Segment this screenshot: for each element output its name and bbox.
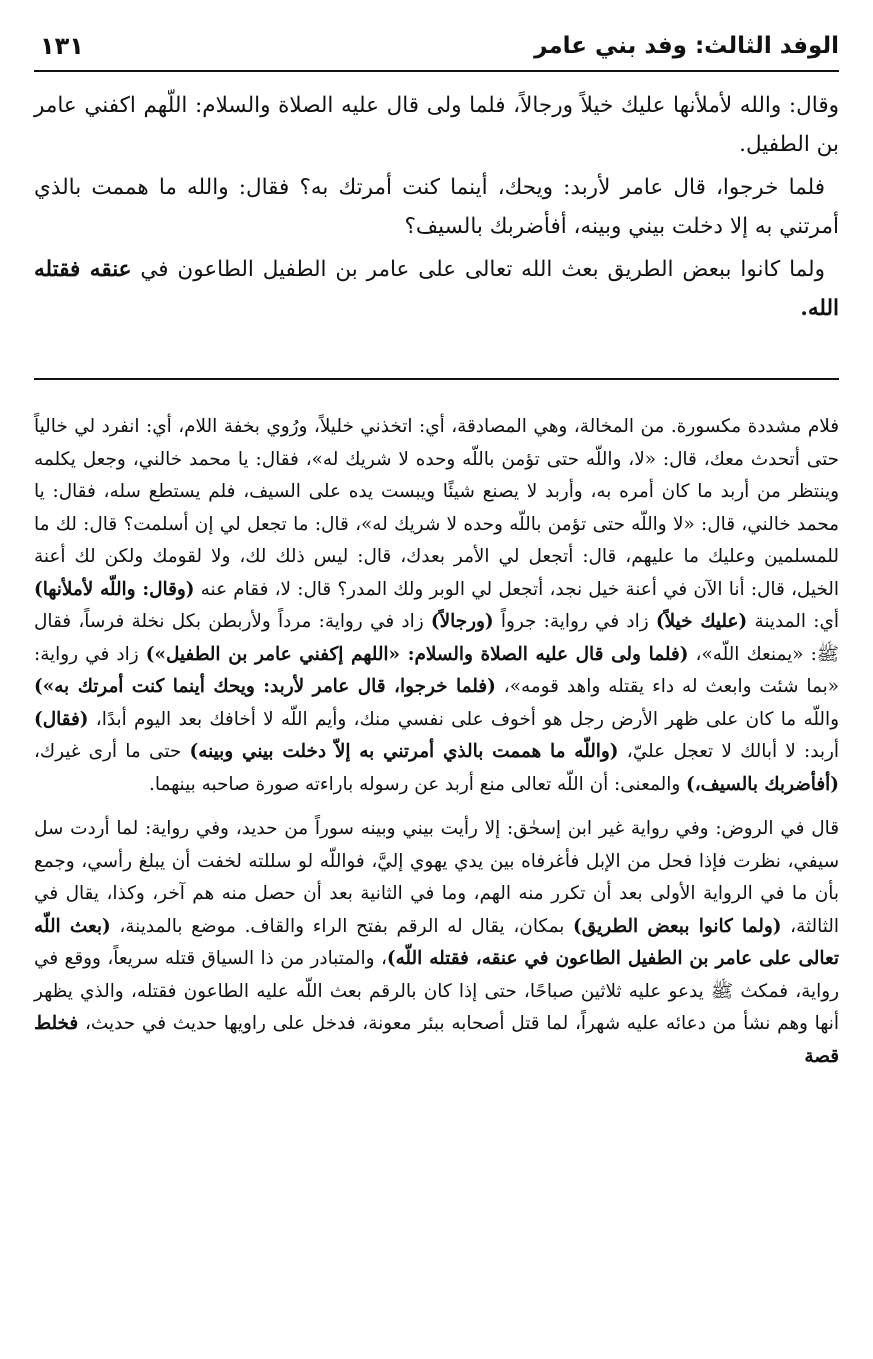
commentary [34, 411, 839, 1073]
main-paragraph-2: فلما خرجوا، قال عامر لأربد: ويحك، أينما كنت أمرتك به؟ فقال: والله ما هممت بالذي أمرتني به إلا دخلت بيني وبينه، أفأضربك بالسيف؟ [34, 175, 839, 239]
commentary-text: أي: المدينة [747, 611, 839, 632]
quoted-phrase: (ولما كانوا ببعض الطريق) [573, 915, 782, 937]
quoted-phrase: (أفأضربك بالسيف،) [686, 773, 839, 795]
commentary-text: أربد: لا أبالك لا تعجل عليّ، [618, 741, 840, 762]
commentary-text: زاد في رواية: جرواً [493, 611, 656, 632]
main-paragraph-3 [34, 250, 839, 328]
page-number: ١٣١ [40, 32, 84, 60]
quoted-phrase: (فلما ولى قال عليه الصلاة والسلام: «اللهم إكفني عامر بن الطفيل») [145, 643, 689, 665]
quoted-phrase: (فقال) [34, 708, 89, 730]
footnote-divider [34, 378, 839, 380]
main-paragraph-1: وقال: والله لأملأنها عليك خيلاً ورجالاً، فلما ولى قال عليه الصلاة والسلام: اللّهم اكفني عامر بن الطفيل. [34, 93, 839, 157]
quoted-phrase: (عليك خيلاً) [655, 611, 748, 632]
quoted-phrase: (وقال: واللّه لأملأنها) [34, 578, 195, 600]
commentary-text: فلام مشددة مكسورة. من المخالة، وهي المصادقة، أي: اتخذني خليلاً، ورُوي بخفة اللام، أي: انفرد لي خالياً حتى أتحدث معك، قال: «لا، واللّه حتى تؤمن باللّه وحده لا شريك له»، فقال: يا محمد خالني، وجعل يكلمه وينتظر من أربد ما كان أمره به، وأربد لا يصنع شيئًا ويبست يده على السيف، فلم يستطع سله، فقال: يا محمد خالني، قال: «لا واللّه حتى تؤمن باللّه وحده لا شريك له»، قال: ما تجعل لي إن أسلمت؟ قال: لك ما للمسلمين وعليك ما عليهم، قال: أتجعل لي الأمر بعدك، قال: ليس ذلك لك، ولا لقومك ولكن لك أعنة الخيل، قال: أنا الآن في أعنة خيل نجد، أتجعل لي الوبر ولك المدر؟ قال: لا، فقام عنه [34, 416, 839, 600]
commentary-text: زاد في رواية: «بما شئت وابعث له داء يقتله واهد قومه»، [34, 643, 839, 697]
quoted-phrase: فخلط قصة [34, 1013, 839, 1067]
quoted-phrase: (فلما خرجوا، قال عامر لأربد: ويحك أينما كنت أمرتك به») [34, 676, 496, 697]
page-header [34, 26, 839, 70]
commentary-text: ، والمتبادر من ذا السياق قتله سريعاً، ووقع في رواية، فمكث ﷺ يدعو عليه ثلاثين صباحًا، حتى إذا كان بالرقم بعث اللّه عليه الطاعون فقتله، والذي يظهر أنها وهم نشأ من دعائه عليه شهراً، لما قتل أصحابه ببئر معونة، فدخل على راويها حديث في حديث، [34, 948, 839, 1034]
commentary-paragraph-1 [34, 411, 839, 801]
commentary-text: والمعنى: أن اللّه تعالى منع أربد عن رسوله باراءته صورة صاحبه بينهما. [149, 773, 687, 795]
commentary-text: واللّه ما كان على ظهر الأرض رجل هو أخوف على نفسي منك، وأيم اللّه لا أخافك بعد اليوم أبدًا، [88, 708, 839, 730]
commentary-text: بمكان، يقال له الرقم بفتح الراء والقاف. موضع بالمدينة، [110, 915, 574, 937]
commentary-text: قال في الروض: وفي رواية غير ابن إسحٰق: إلا رأيت بيني وبينه سوراً من حديد، وفي رواية: لما أردت سل سيفي، نظرت فإذا فحل من الإبل فأغرفاه بين يدي يهوي إليَّ، فواللّه لو سللته لخفت أن يبلغ رأسي، وجمع بأن ما في الرواية الأولى بعد أن تكرر منه الهم، وما في الثانية بعد أن حصل منه هم آخر، وكذا، يقال في الثالثة، [34, 818, 839, 937]
quoted-phrase: (واللّه ما هممت بالذي أمرتني به إلاّ دخلت بيني وبينه) [189, 741, 619, 762]
main-text [34, 86, 839, 332]
main-paragraph-3-line: ولما كانوا ببعض الطريق بعث الله تعالى على عامر بن الطفيل الطاعون في [140, 257, 825, 282]
quoted-phrase: (ورجالاً) [430, 611, 494, 632]
commentary-text: حتى ما أرى غيرك، [34, 741, 190, 762]
commentary-paragraph-2 [34, 813, 839, 1073]
book-page [34, 26, 839, 1336]
chapter-title: الوفد الثالث: وفد بني عامر [534, 33, 839, 59]
commentary-text: زاد في رواية: مرداً ولأربطن بكل نخلة فرساً، فقال ﷺ: «يمنعك اللّه»، [34, 611, 839, 665]
quoted-phrase: (بعث اللّه تعالى على عامر بن الطفيل الطاعون في عنقه، فقتله اللّه) [34, 915, 839, 969]
header-divider [34, 70, 839, 72]
main-paragraph-3-closing: عنقه فقتله الله. [34, 257, 839, 321]
